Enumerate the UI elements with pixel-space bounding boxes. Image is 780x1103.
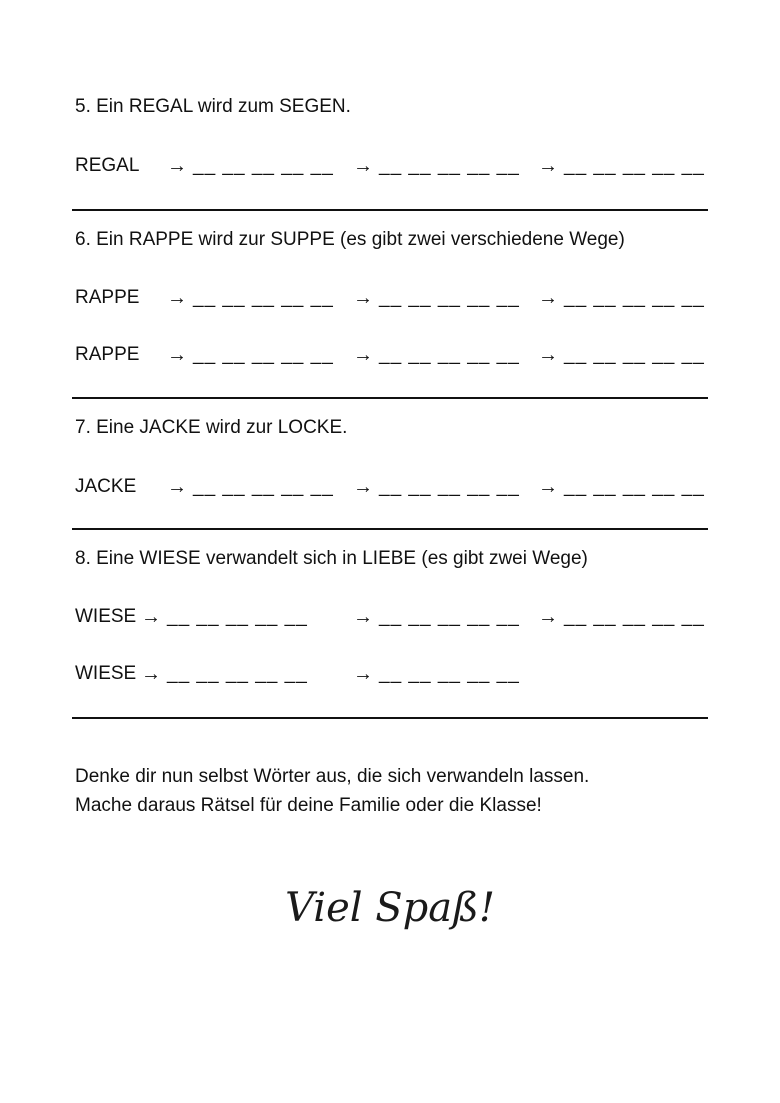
task-6-heading: 6. Ein RAPPE wird zur SUPPE (es gibt zwei verschiedene Wege): [75, 229, 625, 250]
arrow-icon: →: [353, 155, 373, 177]
answer-blank-2[interactable]: __ __ __ __ __: [379, 344, 520, 365]
answer-blank-3[interactable]: __ __ __ __ __: [564, 476, 705, 497]
start-word: JACKE: [75, 476, 137, 497]
arrow-icon: →: [538, 606, 558, 628]
divider: [72, 528, 708, 530]
arrow-icon: →: [538, 287, 558, 309]
arrow-icon: →: [353, 476, 373, 498]
start-word: WIESE: [75, 606, 137, 627]
arrow-icon: →: [141, 663, 161, 685]
answer-blank-2[interactable]: __ __ __ __ __: [379, 606, 520, 627]
arrow-icon: →: [353, 663, 373, 685]
arrow-icon: →: [353, 606, 373, 628]
answer-blank-1[interactable]: __ __ __ __ __: [167, 663, 308, 684]
answer-blank-2[interactable]: __ __ __ __ __: [379, 287, 520, 308]
arrow-icon: →: [538, 476, 558, 498]
arrow-icon: →: [167, 287, 187, 309]
start-word: RAPPE: [75, 344, 140, 365]
arrow-icon: →: [167, 155, 187, 177]
outro-line-2: Mache daraus Rätsel für deine Familie oder die Klasse!: [75, 795, 542, 816]
start-word: RAPPE: [75, 287, 140, 308]
answer-blank-1[interactable]: __ __ __ __ __: [193, 344, 334, 365]
arrow-icon: →: [353, 344, 373, 366]
start-word: WIESE: [75, 663, 137, 684]
answer-blank-1[interactable]: __ __ __ __ __: [193, 287, 334, 308]
answer-blank-2[interactable]: __ __ __ __ __: [379, 155, 520, 176]
arrow-icon: →: [538, 155, 558, 177]
answer-blank-2[interactable]: __ __ __ __ __: [379, 476, 520, 497]
task-7-row-1: [75, 476, 715, 502]
arrow-icon: →: [353, 287, 373, 309]
task-7-heading: 7. Eine JACKE wird zur LOCKE.: [75, 417, 348, 438]
divider: [72, 209, 708, 211]
answer-blank-1[interactable]: __ __ __ __ __: [167, 606, 308, 627]
answer-blank-3[interactable]: __ __ __ __ __: [564, 155, 705, 176]
arrow-icon: →: [141, 606, 161, 628]
answer-blank-3[interactable]: __ __ __ __ __: [564, 344, 705, 365]
closing-greeting: Viel Spaß!: [285, 885, 495, 931]
task-6-row-1: [75, 287, 715, 313]
arrow-icon: →: [167, 344, 187, 366]
answer-blank-3[interactable]: __ __ __ __ __: [564, 606, 705, 627]
answer-blank-1[interactable]: __ __ __ __ __: [193, 476, 334, 497]
arrow-icon: →: [538, 344, 558, 366]
outro-line-1: Denke dir nun selbst Wörter aus, die sich verwandeln lassen.: [75, 766, 590, 787]
task-5-heading: 5. Ein REGAL wird zum SEGEN.: [75, 96, 351, 117]
divider: [72, 717, 708, 719]
task-8-row-1: [75, 606, 715, 632]
task-5-row-1: [75, 155, 715, 181]
divider: [72, 397, 708, 399]
answer-blank-1[interactable]: __ __ __ __ __: [193, 155, 334, 176]
task-8-row-2: [75, 663, 715, 689]
task-8-heading: 8. Eine WIESE verwandelt sich in LIEBE (es gibt zwei Wege): [75, 548, 588, 569]
answer-blank-3[interactable]: __ __ __ __ __: [564, 287, 705, 308]
start-word: REGAL: [75, 155, 140, 176]
answer-blank-2[interactable]: __ __ __ __ __: [379, 663, 520, 684]
task-6-row-2: [75, 344, 715, 370]
arrow-icon: →: [167, 476, 187, 498]
